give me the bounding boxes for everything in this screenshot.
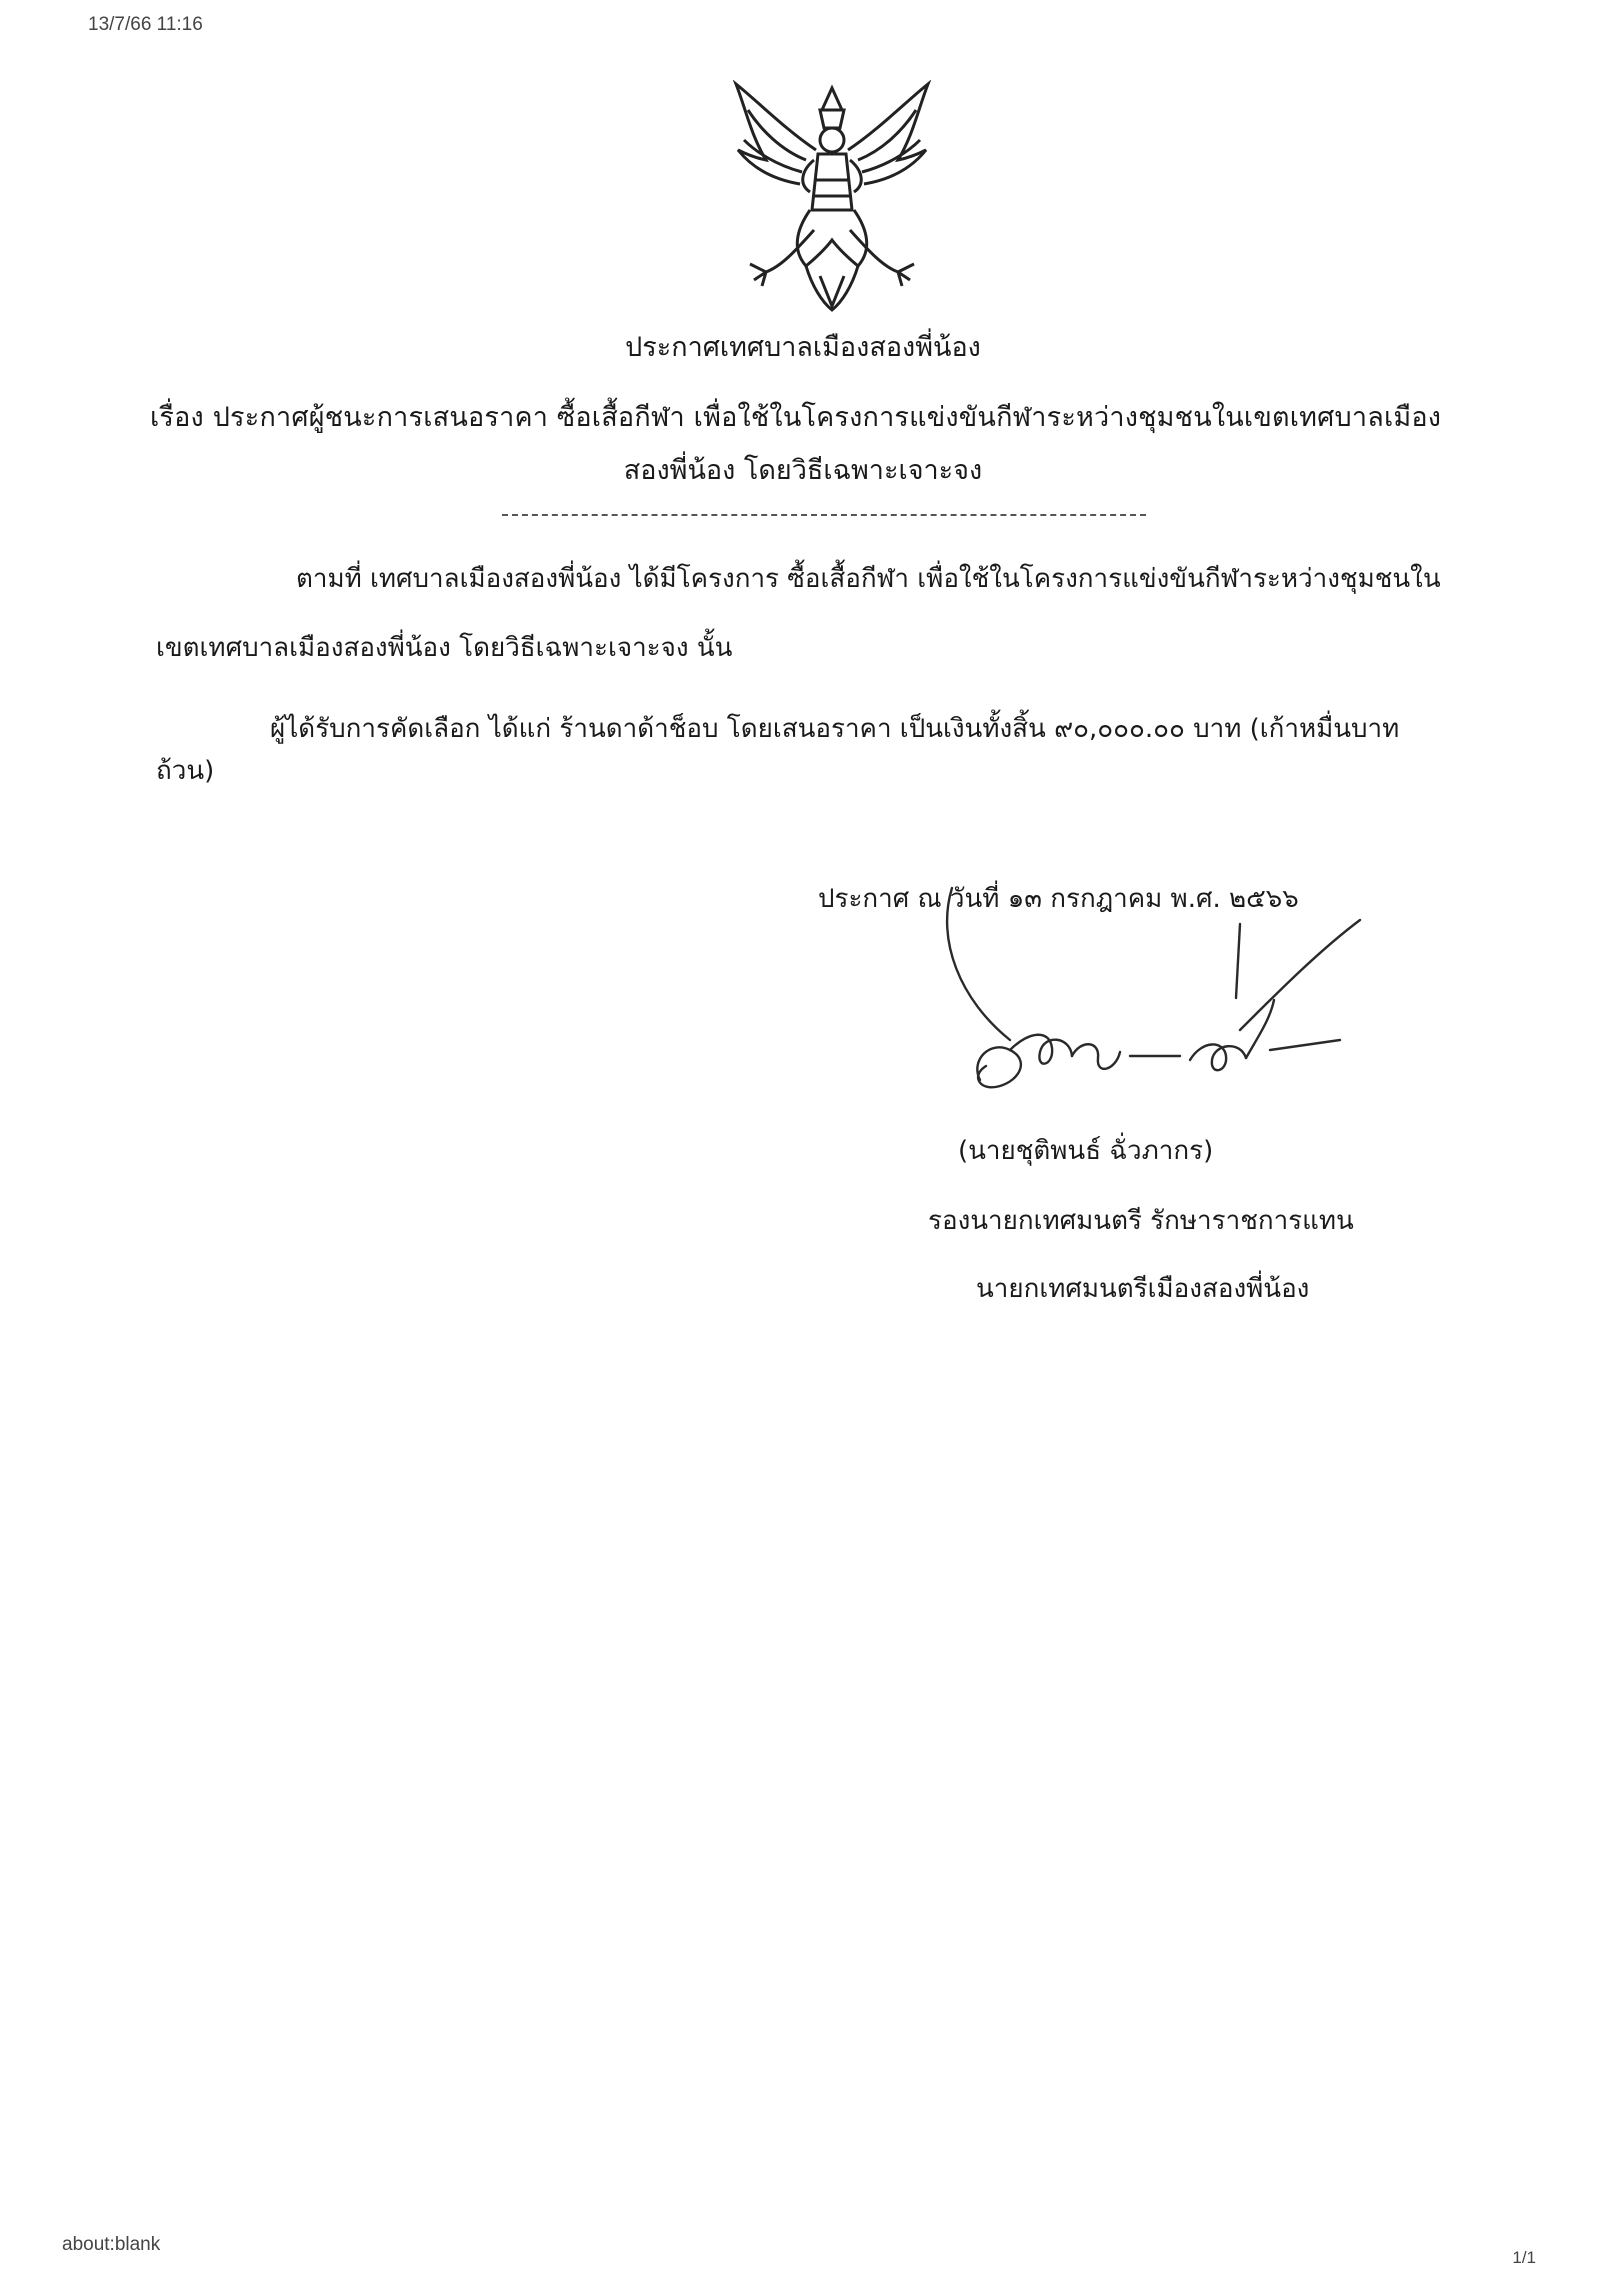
announcement-date: ประกาศ ณ วันที่ ๑๓ กรกฎาคม พ.ศ. ๒๕๖๖: [818, 884, 1299, 914]
signer-position-line1: รองนายกเทศมนตรี รักษาราชการแทน: [928, 1206, 1354, 1236]
print-timestamp: 13/7/66 11:16: [88, 14, 203, 35]
divider-dashed: [502, 514, 1146, 516]
print-footer-url: about:blank: [62, 2234, 161, 2255]
document-title: ประกาศเทศบาลเมืองสองพี่น้อง: [625, 332, 981, 363]
body-paragraph1-line1: ตามที่ เทศบาลเมืองสองพี่น้อง ได้มีโครงการ ซื้อเสื้อกีฬา เพื่อใช้ในโครงการแข่งขันกีฬาระหว่างชุมชนใน: [296, 564, 1441, 594]
signer-position-line2: นายกเทศมนตรีเมืองสองพี่น้อง: [976, 1274, 1310, 1304]
print-footer-page: 1/1: [1512, 2248, 1536, 2267]
document-subject-line1: เรื่อง ประกาศผู้ชนะการเสนอราคา ซื้อเสื้อกีฬา เพื่อใช้ในโครงการแข่งขันกีฬาระหว่างชุมชนในเขตเทศบาลเมือง: [150, 402, 1442, 433]
body-paragraph1-line2: เขตเทศบาลเมืองสองพี่น้อง โดยวิธีเฉพาะเจาะจง นั้น: [156, 633, 733, 663]
body-paragraph2-line2: ถ้วน): [156, 756, 215, 786]
body-paragraph2-line1: ผู้ได้รับการคัดเลือก ได้แก่ ร้านดาด้าช็อบ โดยเสนอราคา เป็นเงินทั้งสิ้น ๙๐,๐๐๐.๐๐ บาท (เก้าหมื่นบาท: [270, 714, 1400, 744]
document-subject-line2: สองพี่น้อง โดยวิธีเฉพาะเจาะจง: [623, 455, 983, 486]
handwritten-signature-icon: [940, 880, 1400, 1100]
garuda-emblem-icon: [726, 80, 938, 316]
signer-name: (นายชุติพนธ์ ฉั่วภากร): [958, 1136, 1214, 1166]
